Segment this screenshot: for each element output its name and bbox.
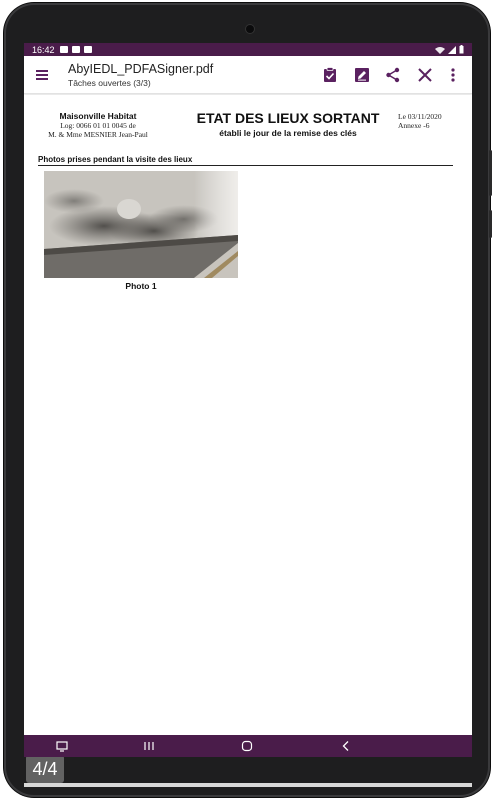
wifi-icon (435, 46, 445, 54)
share-button[interactable] (384, 66, 402, 84)
close-icon (416, 66, 434, 84)
navigation-bar (24, 735, 472, 757)
clipboard-check-icon (321, 66, 339, 84)
screen-icon (55, 739, 69, 753)
sign-button[interactable] (353, 66, 371, 84)
nav-recent-button[interactable] (142, 739, 156, 753)
tasks-subtitle: Tâches ouvertes (3/3) (68, 78, 151, 88)
screen (24, 43, 472, 779)
section-title: Photos prises pendant la visite des lieux (38, 155, 193, 164)
power-button (489, 210, 492, 238)
front-camera (246, 25, 254, 33)
organization-block (32, 111, 164, 139)
status-time: 16:42 (32, 44, 55, 55)
signal-icon (448, 46, 456, 54)
report-title: ETAT DES LIEUX SORTANT (196, 110, 380, 126)
nav-home-button[interactable] (240, 739, 254, 753)
home-icon (240, 739, 254, 753)
close-button[interactable] (416, 66, 434, 84)
section-divider (38, 165, 453, 166)
app-bar (24, 56, 472, 94)
volume-button (489, 150, 492, 196)
back-icon (339, 739, 353, 753)
report-subtitle: établi le jour de la remise des clés (219, 128, 357, 138)
status-bar (24, 43, 472, 56)
tasks-button[interactable] (321, 66, 339, 84)
menu-button[interactable] (34, 66, 52, 84)
status-indicators (435, 45, 464, 54)
date-block (398, 112, 442, 130)
nav-screen-button[interactable] (55, 739, 69, 753)
report-date: Le 03/11/2020 (398, 112, 442, 121)
wall-damage-image (44, 171, 238, 278)
edit-signature-icon (353, 66, 371, 84)
battery-icon (459, 45, 464, 54)
inspection-photo[interactable] (44, 171, 238, 278)
person-notification-icon (72, 46, 80, 53)
menu-icon (34, 66, 52, 84)
image-notification-icon (84, 46, 92, 53)
page-bottom-edge (24, 783, 472, 787)
recent-apps-icon (142, 739, 156, 753)
organization-name: Maisonville Habitat (59, 111, 137, 121)
more-options-button[interactable] (444, 66, 462, 84)
share-icon (384, 66, 402, 84)
youtube-notification-icon (60, 46, 68, 53)
pdf-page[interactable] (24, 95, 472, 779)
page-indicator: 4/4 (26, 755, 64, 783)
tenant-name: M. & Mme MESNIER Jean-Paul (48, 130, 148, 139)
photo-caption: Photo 1 (125, 281, 157, 291)
document-title: AbyIEDL_PDFASigner.pdf (68, 62, 214, 76)
nav-back-button[interactable] (339, 739, 353, 753)
annex-label: Annexe -6 (398, 121, 430, 130)
more-vert-icon (444, 66, 462, 84)
housing-reference: Log: 0066 01 01 0045 de (60, 121, 136, 130)
